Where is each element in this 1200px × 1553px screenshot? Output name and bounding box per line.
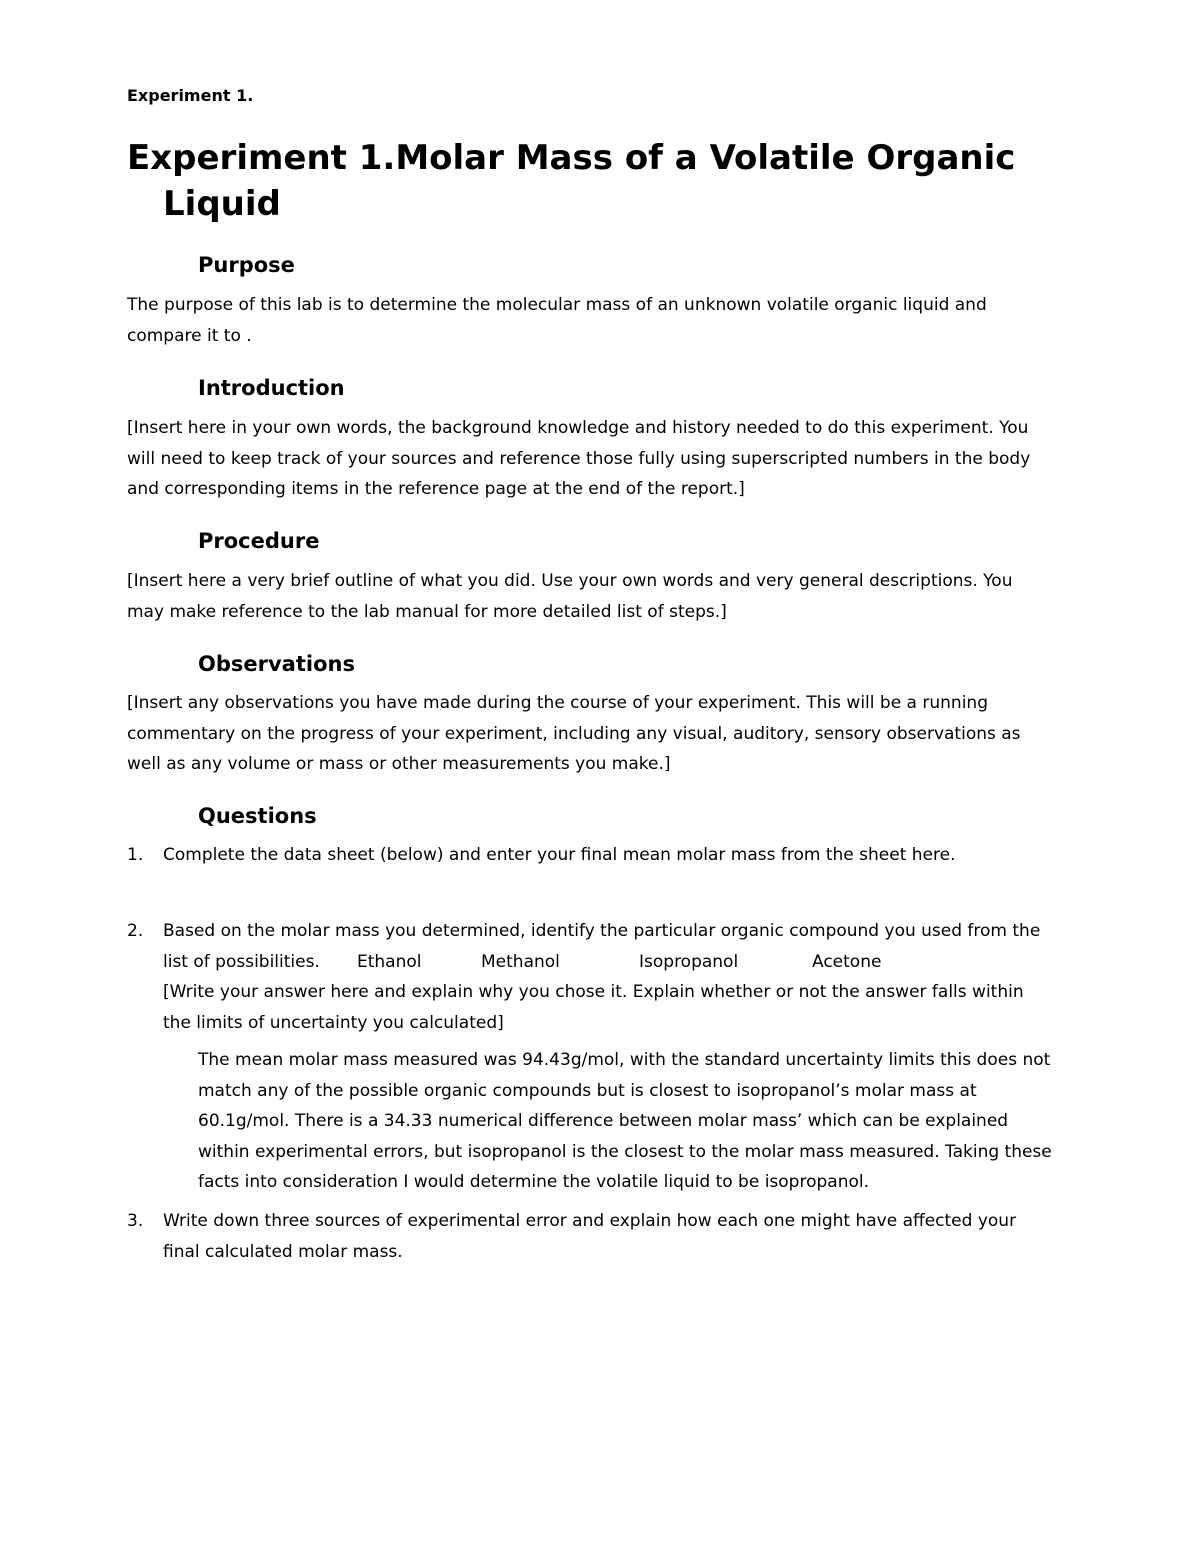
introduction-line: and corresponding items in the reference page at the end of the report.] bbox=[127, 479, 745, 499]
question-2-options-row bbox=[163, 947, 1040, 978]
question-1-number: 1. bbox=[127, 845, 144, 865]
purpose-line: The purpose of this lab is to determine the molecular mass of an unknown volatile organic liquid and bbox=[127, 295, 987, 315]
answer-line: 60.1g/mol. There is a 34.33 numerical difference between molar mass’ which can be explained bbox=[198, 1111, 1009, 1131]
question-2-line: the limits of uncertainty you calculated] bbox=[163, 1012, 504, 1033]
observations-paragraph bbox=[127, 688, 1021, 780]
answer-line: within experimental errors, but isopropanol is the closest to the molar mass measured. Taking these bbox=[198, 1141, 1052, 1162]
option-ethanol: Ethanol bbox=[357, 951, 422, 972]
purpose-paragraph bbox=[127, 290, 987, 351]
question-2-line: Based on the molar mass you determined, identify the particular organic compound you used from the bbox=[163, 921, 1041, 941]
procedure-line: [Insert here a very brief outline of what you did. Use your own words and very general descriptions. You bbox=[127, 571, 1013, 591]
question-2-number: 2. bbox=[127, 921, 144, 941]
question-2-line: [Write your answer here and explain why you chose it. Explain whether or not the answer falls within bbox=[163, 982, 1024, 1002]
answer-line: facts into consideration I would determine the volatile liquid to be isopropanol. bbox=[198, 1172, 870, 1192]
question-3-line: Write down three sources of experimental error and explain how each one might have affected your bbox=[163, 1211, 1017, 1231]
option-acetone: Acetone bbox=[812, 951, 882, 972]
introduction-paragraph bbox=[127, 413, 1030, 505]
question-3-number: 3. bbox=[127, 1211, 144, 1231]
answer-line: The mean molar mass measured was 94.43g/mol, with the standard uncertainty limits this does not bbox=[198, 1050, 1051, 1070]
page-title: Experiment 1.Molar Mass of a Volatile Organic bbox=[127, 138, 1016, 178]
observations-line: well as any volume or mass or other measurements you make.] bbox=[127, 754, 671, 774]
page-title-continued: Liquid bbox=[163, 184, 281, 224]
introduction-line: will need to keep track of your sources and reference those fully using superscripted numbers in the body bbox=[127, 448, 1031, 469]
option-methanol: Methanol bbox=[481, 951, 560, 972]
question-1-text: Complete the data sheet (below) and enter your final mean molar mass from the sheet here. bbox=[163, 845, 956, 865]
purpose-line: compare it to . bbox=[127, 325, 252, 346]
purpose-heading: Purpose bbox=[198, 253, 295, 277]
introduction-line: [Insert here in your own words, the background knowledge and history needed to do this experiment. You bbox=[127, 418, 1029, 438]
procedure-line: may make reference to the lab manual for more detailed list of steps.] bbox=[127, 601, 727, 622]
options-lead: list of possibilities. bbox=[163, 951, 320, 972]
question-3-line: final calculated molar mass. bbox=[163, 1241, 403, 1262]
observations-line: commentary on the progress of your experiment, including any visual, auditory, sensory observations as bbox=[127, 723, 1021, 744]
question-2-text bbox=[163, 916, 1040, 1038]
procedure-paragraph bbox=[127, 566, 1012, 627]
procedure-heading: Procedure bbox=[198, 529, 320, 553]
questions-heading: Questions bbox=[198, 804, 317, 828]
introduction-heading: Introduction bbox=[198, 376, 345, 400]
option-isopropanol: Isopropanol bbox=[639, 951, 739, 972]
observations-heading: Observations bbox=[198, 652, 355, 676]
header-label: Experiment 1. bbox=[127, 86, 254, 105]
question-2-answer bbox=[198, 1045, 1052, 1198]
answer-line: match any of the possible organic compounds but is closest to isopropanol’s molar mass at bbox=[198, 1080, 977, 1101]
observations-line: [Insert any observations you have made during the course of your experiment. This will be a running bbox=[127, 693, 988, 713]
question-3-text bbox=[163, 1206, 1016, 1267]
